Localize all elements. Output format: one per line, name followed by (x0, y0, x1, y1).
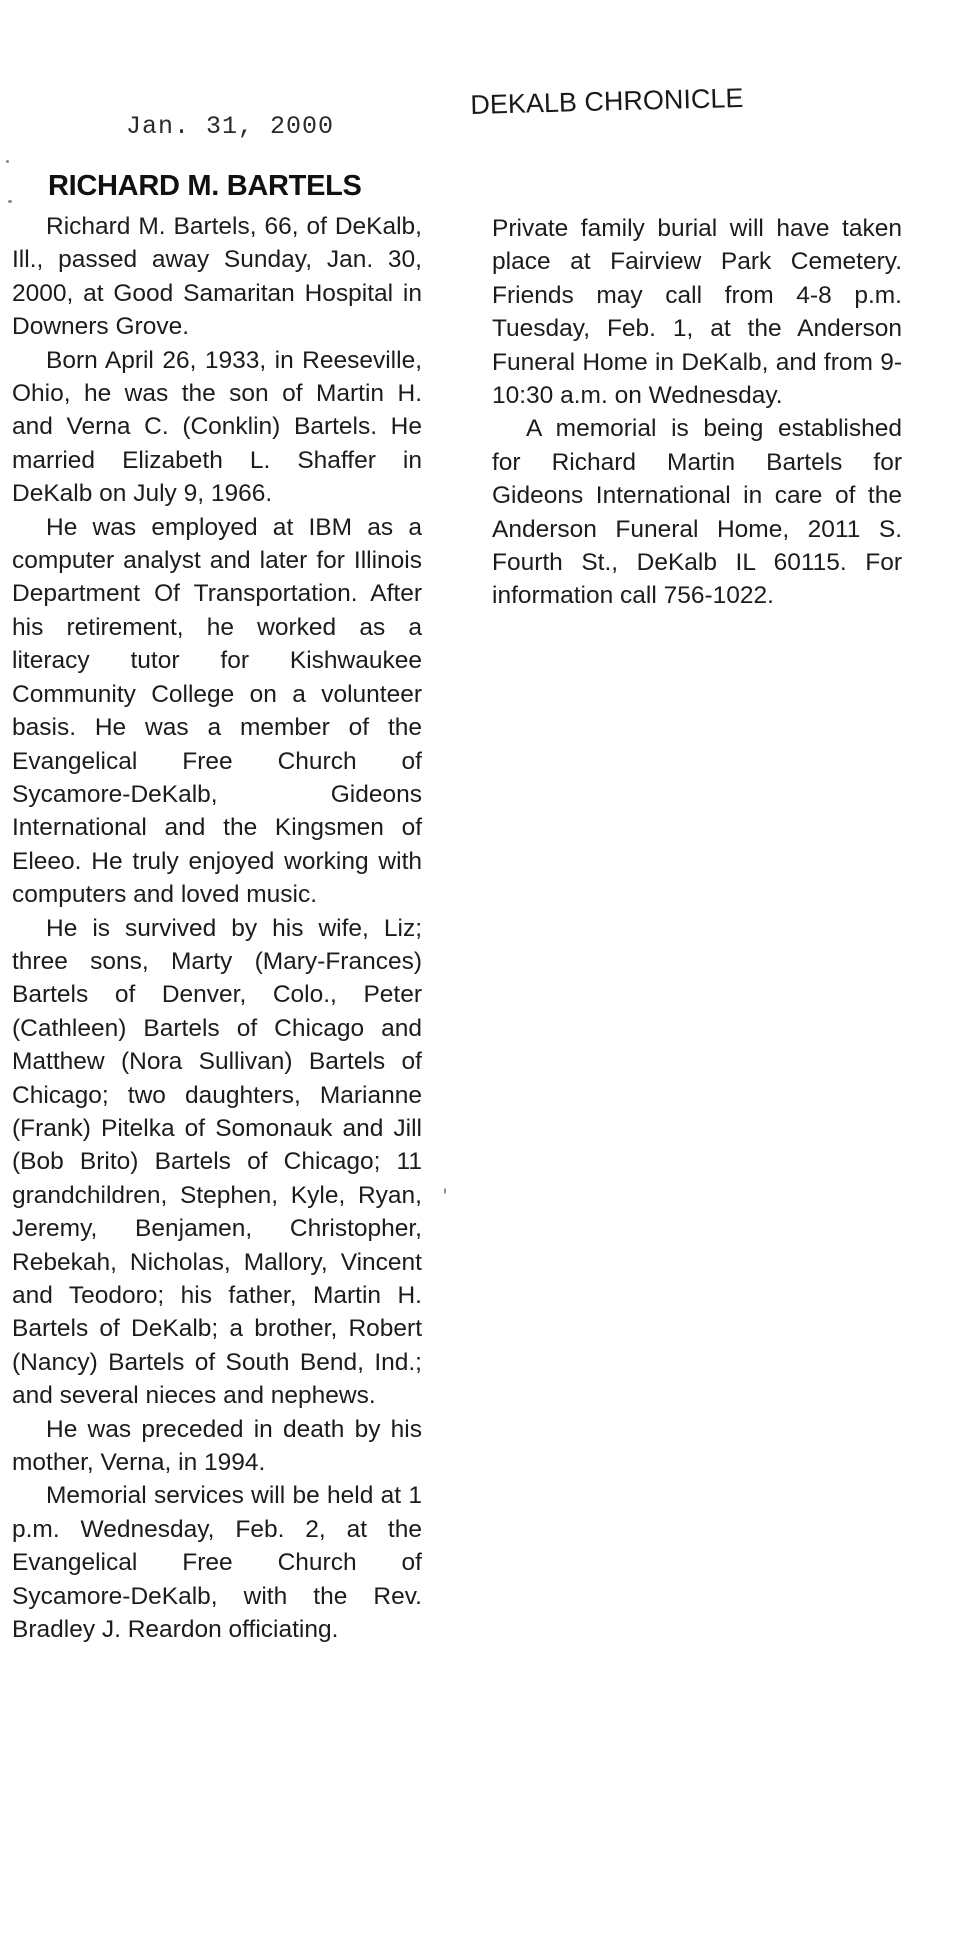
scan-speck (444, 1188, 446, 1194)
paragraph-preceded: He was preceded in death by his mother, Verna, in 1994. (12, 1415, 422, 1477)
paragraph-career: He was employed at IBM as a computer analyst and later for Illinois Department Of Transportation. After his retirement, he worked as a literacy tutor for Kishwaukee Community College on a volunteer basis. He was a member of the Evangelical Free Church of Sycamore-DeKalb, Gideons International and the Kingsmen of Eleeo. He truly enjoyed working with computers and loved music. (12, 513, 422, 909)
paragraph-survivors: He is survived by his wife, Liz; three sons, Marty (Mary-Frances) Bartels of Denver, Colo., Peter (Cathleen) Bartels of Chicago and Matthew (Nora Sullivan) Bartels of Chicago; two daughters, Marianne (Frank) Pitelka of Somonauk and Jill (Bob Brito) Bartels of Chicago; 11 grandchildren, Stephen, Kyle, Ryan, Jeremy, Benjamen, Christopher, Rebekah, Nicholas, Mallory, Vincent and Teodoro; his father, Martin H. Bartels of DeKalb; a brother, Robert (Nancy) Bartels of South Bend, Ind.; and several nieces and nephews. (12, 914, 422, 1410)
left-column (12, 210, 422, 1646)
newspaper-name: DEKALB CHRONICLE (470, 82, 744, 120)
clipping-date: Jan. 31, 2000 (126, 112, 335, 141)
right-column (492, 212, 902, 613)
scan-speck (6, 160, 9, 163)
obituary-headline: RICHARD M. BARTELS (48, 170, 362, 202)
paragraph-birth-marriage: Born April 26, 1933, in Reeseville, Ohio, he was the son of Martin H. and Verna C. (Conklin) Bartels. He married Elizabeth L. Shaffer in DeKalb on July 9, 1966. (12, 346, 422, 508)
scan-speck (8, 200, 12, 203)
paragraph-memorial: A memorial is being established for Richard Martin Bartels for Gideons International in care of the Anderson Funeral Home, 2011 S. Fourth St., DeKalb IL 60115. For information call 756-1022. (492, 415, 902, 610)
paragraph-death-notice: Richard M. Bartels, 66, of DeKalb, Ill., passed away Sunday, Jan. 30, 2000, at Good Samaritan Hospital in Downers Grove. (12, 213, 422, 341)
paragraph-services: Memorial services will be held at 1 p.m. Wednesday, Feb. 2, at the Evangelical Free Church of Sycamore-DeKalb, with the Rev. Bradley J. Reardon officiating. (12, 1482, 422, 1644)
paragraph-burial: Private family burial will have taken place at Fairview Park Cemetery. Friends may call from 4-8 p.m. Tuesday, Feb. 1, at the Anderson Funeral Home in DeKalb, and from 9-10:30 a.m. on Wednesday. (492, 215, 902, 410)
